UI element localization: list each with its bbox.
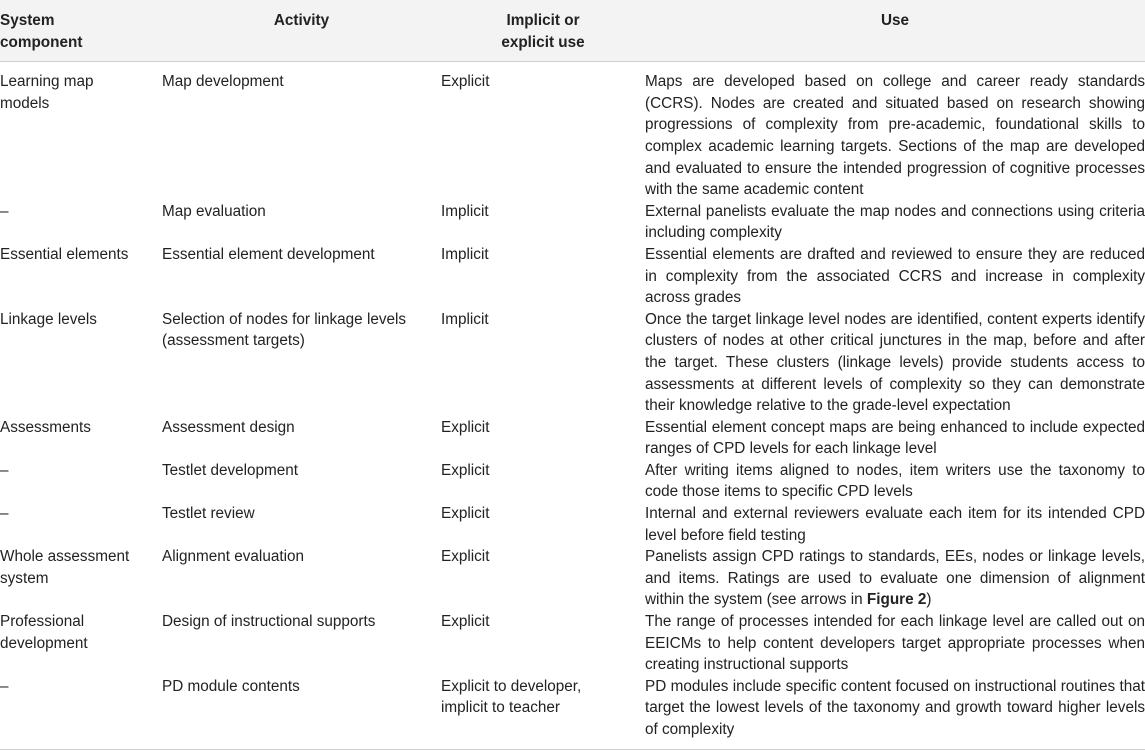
header-activity: Activity: [162, 0, 441, 62]
table-row: [0, 62, 1145, 201]
cell-activity: Map development: [162, 73, 284, 91]
header-use: Use: [645, 0, 1145, 62]
cell-implicit: Explicit: [441, 461, 490, 479]
cell-use: External panelists evaluate the map nodes and connections using criteria including complexity: [645, 202, 1145, 242]
cell-activity: Design of instructional supports: [162, 613, 376, 631]
table-row: [0, 201, 1145, 244]
use-text-end: ): [926, 591, 932, 609]
table-header: [0, 0, 1145, 62]
cell-implicit: Implicit: [441, 245, 489, 263]
header-row: [0, 0, 1145, 62]
cell-activity: Essential element development: [162, 245, 375, 263]
cell-component: Assessments: [0, 418, 91, 436]
cell-component: Linkage levels: [0, 310, 97, 328]
cell-activity: PD module contents: [162, 676, 441, 749]
header-implicit-explicit: Implicit or explicit use: [441, 0, 645, 62]
table-row: [0, 417, 1145, 460]
figure-reference: Figure 2: [866, 591, 927, 609]
cell-activity: Alignment evaluation: [162, 548, 305, 566]
cell-activity: Testlet development: [162, 461, 299, 479]
cell-component: Professional development: [0, 613, 88, 652]
cell-use: PD modules include specific content focused on instructional routines that target the lowest levels of the taxonomy and growth toward higher levels of complexity: [645, 676, 1145, 749]
table-row: [0, 676, 1145, 749]
cell-implicit: Implicit: [441, 202, 489, 220]
header-system-component: System component: [0, 0, 162, 62]
cell-activity: Testlet review: [162, 505, 255, 523]
table-body: [0, 62, 1145, 749]
cell-implicit: Explicit: [441, 613, 490, 631]
cell-use: Internal and external reviewers evaluate each item for its intended CPD level before field testing: [645, 505, 1145, 544]
cell-implicit: Explicit to developer, implicit to teacher: [441, 676, 645, 749]
cell-activity: Assessment design: [162, 418, 295, 436]
cell-implicit: Implicit: [441, 310, 489, 328]
cell-component: –: [0, 676, 162, 749]
table-row: [0, 460, 1145, 503]
cell-activity: Selection of nodes for linkage levels (assessment targets): [162, 310, 407, 350]
cell-use: Essential elements are drafted and reviewed to ensure they are reduced in complexity from the associated CCRS and increase in complexity across grades: [645, 245, 1145, 307]
cell-activity: Map evaluation: [162, 202, 266, 220]
cell-use: Maps are developed based on college and career ready standards (CCRS). Nodes are created and situated based on research showing progressions of complexity from pre-academic, foundational skills to complex academic learning targets. Sections of the map are developed and evaluated to ensure the intended progression of cognitive processes with the same academic content: [645, 73, 1145, 199]
cell-component: Essential elements: [0, 245, 129, 263]
cell-component: Whole assessment system: [0, 548, 130, 587]
use-text: Panelists assign CPD ratings to standards, EEs, nodes or linkage levels, and items. Ratings are used to evaluate one dimension of alignment within the system (see arrows in: [645, 548, 1145, 609]
cell-use: Essential element concept maps are being enhanced to include expected ranges of CPD levels for each linkage level: [645, 418, 1145, 458]
cell-component: –: [0, 505, 9, 523]
cell-use: Once the target linkage level nodes are identified, content experts identify clusters of nodes at other critical junctures in the map, before and after the target. These clusters (linkage levels) provide students access to assessments at different levels of complexity so they can demonstrate their knowledge relative to the grade-level expectation: [645, 310, 1145, 415]
table-row: [0, 611, 1145, 676]
table-row: [0, 244, 1145, 309]
cell-use: After writing items aligned to nodes, item writers use the taxonomy to code those items to specific CPD levels: [645, 461, 1145, 501]
table-row: [0, 503, 1145, 546]
table-row: [0, 309, 1145, 417]
cell-component: Learning map models: [0, 73, 94, 112]
cell-component: –: [0, 461, 9, 479]
cell-component: –: [0, 202, 9, 220]
table-row: [0, 546, 1145, 611]
cell-implicit: Explicit: [441, 418, 490, 436]
cell-use: [645, 546, 1145, 611]
cell-use: The range of processes intended for each linkage level are called out on EEICMs to help content developers target appropriate processes when creating instructional supports: [645, 613, 1145, 674]
cell-implicit: Explicit: [441, 548, 490, 566]
cell-implicit: Explicit: [441, 505, 490, 523]
cell-implicit: Explicit: [441, 73, 490, 91]
